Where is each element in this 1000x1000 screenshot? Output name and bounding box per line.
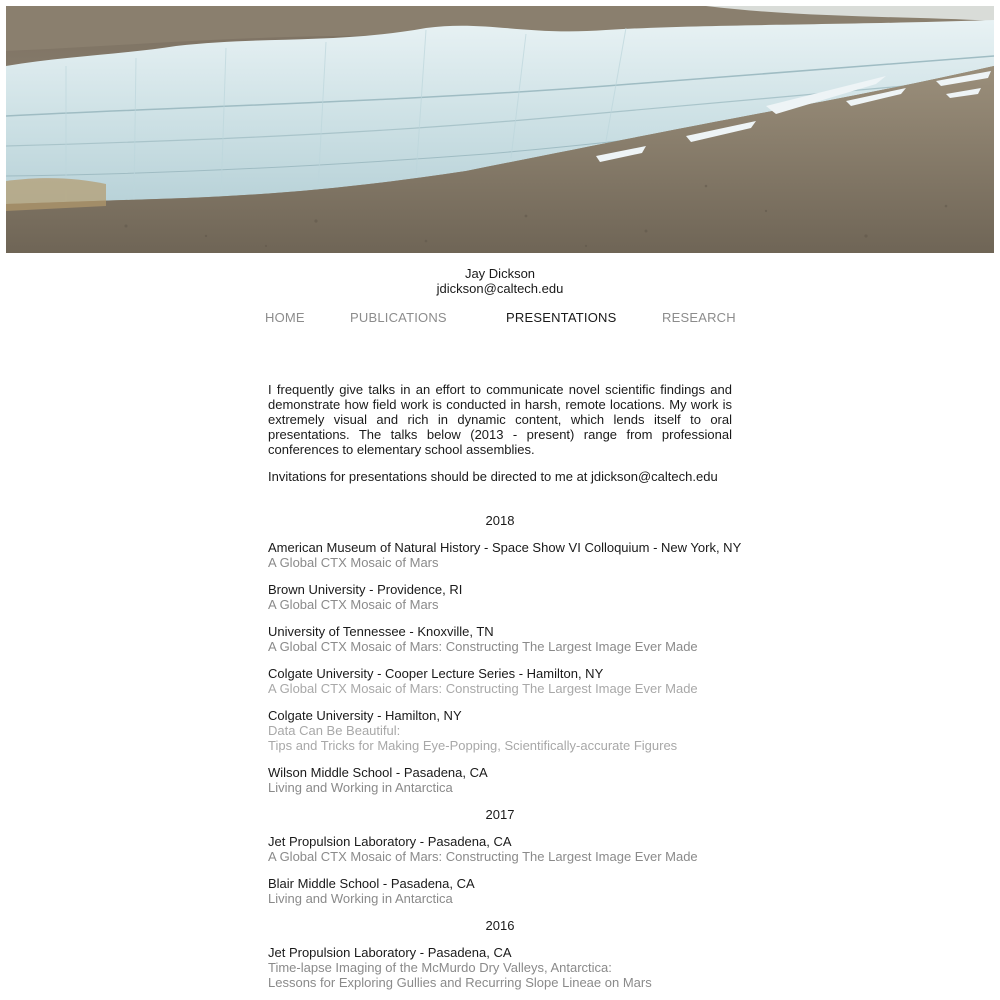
talk-venue: American Museum of Natural History - Space Show VI Colloquium - New York, NY [268, 540, 742, 555]
talk-entry [268, 834, 732, 864]
presentations-list [268, 513, 742, 990]
talk-entry [268, 540, 742, 570]
talk-title: Living and Working in Antarctica [268, 891, 453, 906]
year-heading: 2018 [485, 513, 515, 528]
talk-entry [268, 765, 732, 795]
talk-venue: University of Tennessee - Knoxville, TN [268, 624, 494, 639]
talk-title: Data Can Be Beautiful: [268, 723, 401, 738]
talk-venue: Wilson Middle School - Pasadena, CA [268, 765, 488, 780]
talk-title: Lessons for Exploring Gullies and Recurring Slope Lineae on Mars [268, 975, 652, 990]
talk-title: Living and Working in Antarctica [268, 780, 453, 795]
talk-title: Tips and Tricks for Making Eye-Popping, Scientifically-accurate Figures [268, 738, 678, 753]
nav-home[interactable]: HOME [265, 310, 305, 325]
talk-title: A Global CTX Mosaic of Mars [268, 597, 439, 612]
talk-title: A Global CTX Mosaic of Mars: Constructing The Largest Image Ever Made [268, 639, 698, 654]
nav-research[interactable]: RESEARCH [662, 310, 736, 325]
nav-publications[interactable]: PUBLICATIONS [350, 310, 447, 325]
talk-entry [268, 582, 732, 612]
talk-title: A Global CTX Mosaic of Mars: Constructing The Largest Image Ever Made [268, 849, 698, 864]
year-heading: 2017 [485, 807, 515, 822]
talk-venue: Blair Middle School - Pasadena, CA [268, 876, 475, 891]
talk-title: Time-lapse Imaging of the McMurdo Dry Valleys, Antarctica: [268, 960, 612, 975]
talk-entry [268, 624, 732, 654]
author-header [0, 266, 1000, 296]
year-heading: 2016 [485, 918, 515, 933]
author-name: Jay Dickson [464, 266, 536, 281]
talk-entry [268, 945, 732, 990]
talk-venue: Brown University - Providence, RI [268, 582, 463, 597]
talk-title: A Global CTX Mosaic of Mars [268, 555, 439, 570]
talk-entry [268, 876, 732, 906]
talk-venue: Colgate University - Cooper Lecture Series - Hamilton, NY [268, 666, 604, 681]
talk-venue: Jet Propulsion Laboratory - Pasadena, CA [268, 834, 512, 849]
main-nav [0, 310, 1000, 328]
intro-paragraph: I frequently give talks in an effort to communicate novel scientific findings and demonstrate how field work is conducted in harsh, remote locations. My work is extremely visual and rich in dynamic content, which lends itself to oral presentations. The talks below (2013 - present) range from professional conferences to elementary school assemblies. [268, 382, 732, 457]
glacier-landscape-graphic [6, 6, 994, 253]
talk-entry [268, 666, 732, 696]
nav-presentations[interactable]: PRESENTATIONS [506, 310, 617, 325]
talk-venue: Jet Propulsion Laboratory - Pasadena, CA [268, 945, 512, 960]
invitation-note: Invitations for presentations should be directed to me at jdickson@caltech.edu [268, 469, 718, 484]
talk-entry [268, 708, 732, 753]
talk-title: A Global CTX Mosaic of Mars: Constructing The Largest Image Ever Made [268, 681, 698, 696]
presentations-content [268, 382, 742, 990]
talk-venue: Colgate University - Hamilton, NY [268, 708, 462, 723]
author-email[interactable]: jdickson@caltech.edu [436, 281, 564, 296]
hero-glacier-image [6, 6, 994, 253]
